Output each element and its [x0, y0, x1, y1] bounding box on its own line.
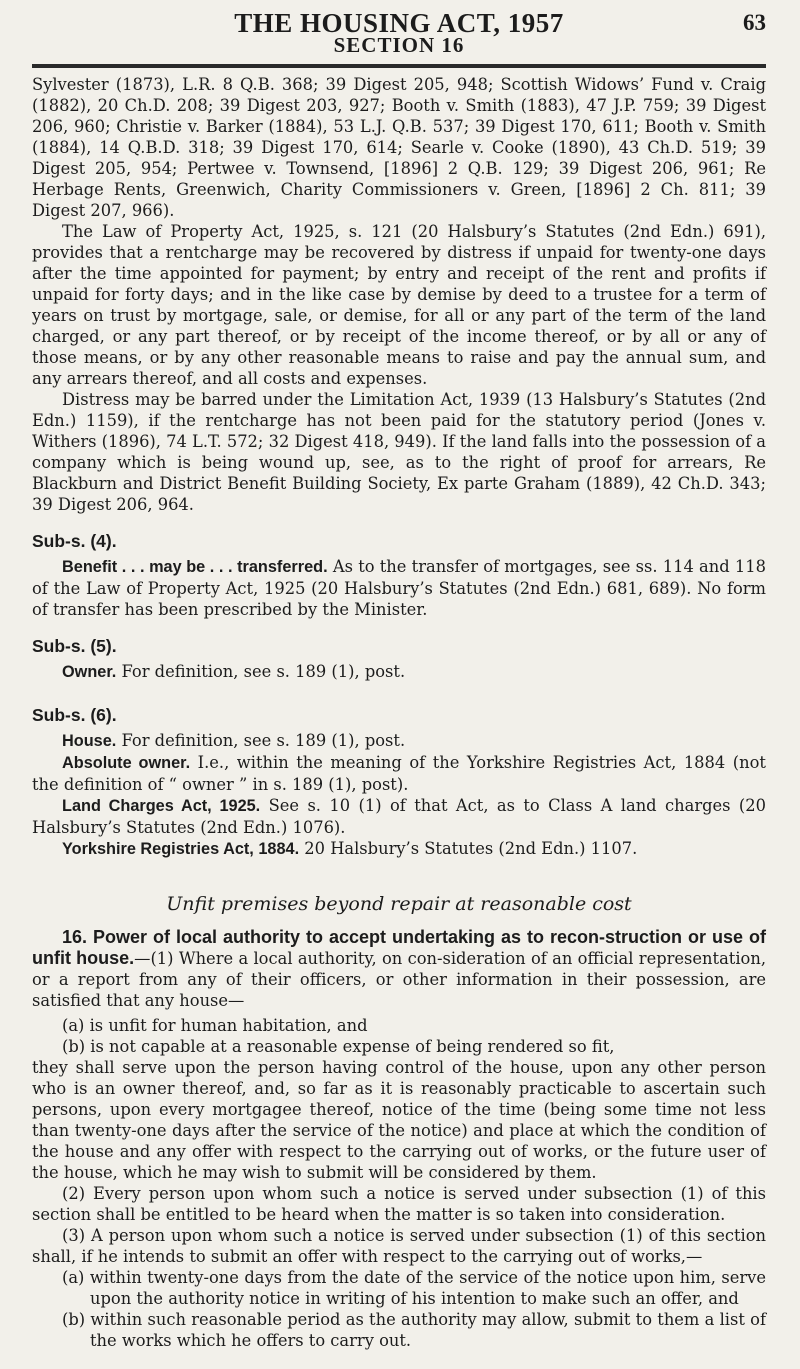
term-benefit: Benefit . . . may be . . . transferred. [62, 558, 328, 576]
subsection-note-5 [32, 661, 766, 683]
term-owner: Owner. [62, 663, 117, 681]
section-16-subsection-3: (3) A person upon whom such a notice is served under subsection (1) of this section shall, if he intends to submit an offer with respect to the carrying out of works,— [32, 1226, 766, 1266]
note-house [32, 730, 766, 752]
section-italic-heading: Unfit premises beyond repair at reasonable cost [166, 893, 632, 915]
term-land-charges: Land Charges Act, 1925. [62, 797, 261, 815]
paragraph-case-citations: Sylvester (1873), L.R. 8 Q.B. 368; 39 Digest 205, 948; Scottish Widows’ Fund v. Craig (1882), 20 Ch.D. 208; 39 Digest 203, 927; Booth v. Smith (1883), 47 J.P. 759; 39 Digest 206, 960; Christie v. Barker (1884), 53 L.J. Q.B. 537; 39 Digest 170, 611; Booth v. Smith (1884), 14 Q.B.D. 318; 39 Digest 170, 614; Searle v. Cooke (1890), 43 Ch.D. 519; 39 Digest 205, 954; Pertwee v. Townsend, [1896] 2 Q.B. 129; 39 Digest 206, 961; Re Herbage Rents, Greenwich, Charity Commissioners v. Green, [1896] 2 Ch. 811; 39 Digest 207, 966). [32, 75, 766, 220]
paragraph-law-of-property: The Law of Property Act, 1925, s. 121 (20 Halsbury’s Statutes (2nd Edn.) 691), provides that a rentcharge may be recovered by distress if unpaid for twenty-one days after the time appointed for payment; by entry and receipt of the rent and profits if unpaid for forty days; and in the like case by demise by deed to a trustee for a term of years on trust by mortgage, sale, or demise, for all or any part of the term of the land charged, or any part thereof, or by receipt of the income thereof, or by all or any of those means, or by any other reasonable means to raise and pay the annual sum, and any arrears thereof, and all costs and expenses. [32, 222, 766, 388]
subsection-heading-4: Sub-s. (4). [32, 531, 117, 551]
section-text: —(1) Where a local authority, on con-sideration of an official representation, or a report from any of their officers, or other information in their possession, are satisfied that any house— [32, 949, 766, 1010]
note-text: I.e., within the meaning of the Yorkshire Registries Act, 1884 (not the definition of “ owner ” in s. 189 (1), post). [32, 753, 766, 794]
section-16-subsection-2: (2) Every person upon whom such a notice is served under subsection (1) of this section shall be entitled to be heard when the matter is so taken into consideration. [32, 1184, 766, 1224]
subsection-note-4 [32, 556, 766, 620]
note-text: See s. 10 (1) of that Act, as to Class A land charges (20 Halsbury’s Statutes (2nd Edn.) 1076). [32, 796, 766, 837]
section-label: SECTION 16 [333, 33, 465, 57]
section-16-subsection-1-continued: they shall serve upon the person having control of the house, upon any other person who is an owner thereof, and, so far as it is reasonably practicable to ascertain such persons, upon every mortgagee thereof, notice of the time (being some time not less than twenty-one days after the service of the notice) and place at which the condition of the house and any offer with respect to the carrying out of works, or the future user of the house, which he may wish to submit will be considered by them. [32, 1058, 766, 1182]
paragraph-distress: Distress may be barred under the Limitation Act, 1939 (13 Halsbury’s Statutes (2nd Edn.) 1159), if the rentcharge has not been paid for the statutory period (Jones v. Withers (1896), 74 L.T. 572; 32 Digest 418, 949). If the land falls into the possession of a company which is being wound up, see, as to the right of proof for arrears, Re Blackburn and District Benefit Building Society, Ex parte Graham (1889), 42 Ch.D. 343; 39 Digest 206, 964. [32, 390, 766, 514]
note-text: 20 Halsbury’s Statutes (2nd Edn.) 1107. [304, 839, 638, 858]
page-header [32, 0, 766, 64]
subsection-heading-6: Sub-s. (6). [32, 705, 117, 725]
clause-3b: (b) within such reasonable period as the authority may allow, submit to them a list of the works which he offers to carry out. [62, 1310, 766, 1350]
note-text: For definition, see s. 189 (1), post. [121, 662, 406, 681]
note-text: For definition, see s. 189 (1), post. [121, 731, 406, 750]
note-land-charges [32, 795, 766, 838]
note-absolute-owner [32, 752, 766, 795]
subsection-heading-5: Sub-s. (5). [32, 636, 117, 656]
clause-3a: (a) within twenty-one days from the date of the service of the notice upon him, serve upon the authority notice in writing of his intention to make such an offer, and [62, 1268, 766, 1308]
clause-1a: (a) is unfit for human habitation, and [62, 1016, 368, 1035]
section-16-subsection-1 [32, 927, 766, 1011]
running-title: THE HOUSING ACT, 1957 [234, 8, 564, 38]
term-yorkshire: Yorkshire Registries Act, 1884. [62, 840, 300, 858]
note-text: As to the transfer of mortgages, see ss. 114 and 118 of the Law of Property Act, 1925 (20 Halsbury’s Statutes (2nd Edn.) 681, 689). No form of transfer has been prescribed by the Minister. [32, 557, 766, 619]
note-yorkshire [32, 838, 766, 860]
term-house: House. [62, 732, 117, 750]
header-rule [32, 64, 766, 68]
term-absolute-owner: Absolute owner. [62, 754, 191, 772]
section-16-title: 16. Power of local authority to accept undertaking as to recon-struction or use of unfit house. [32, 927, 766, 968]
page-number: 63 [743, 10, 766, 35]
clause-1b: (b) is not capable at a reasonable expense of being rendered so fit, [62, 1037, 615, 1056]
